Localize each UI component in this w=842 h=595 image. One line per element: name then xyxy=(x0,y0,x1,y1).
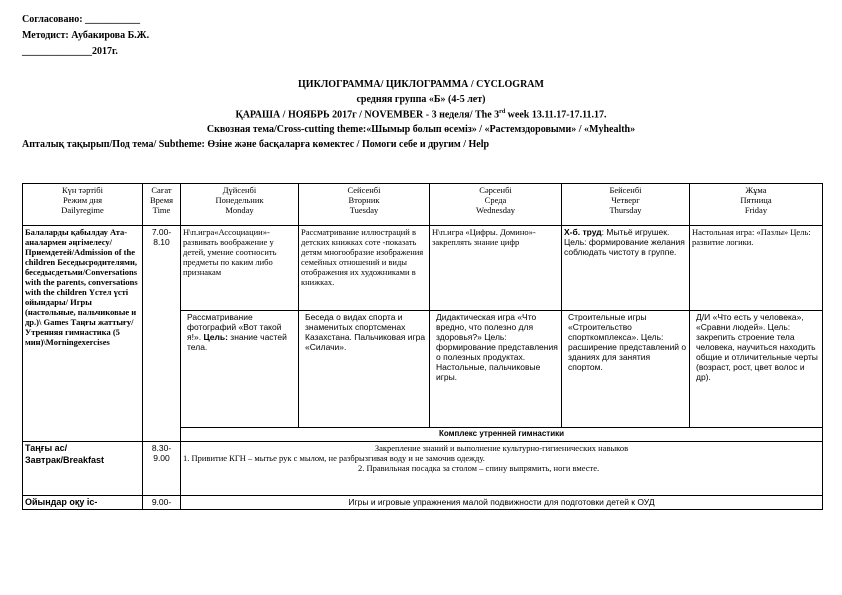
routine-games: Ойындар оқу іс- xyxy=(23,496,143,510)
monday-goal: знание частей тела. xyxy=(187,332,287,353)
morning-gymnastics: Комплекс утренней гимнастики xyxy=(181,428,823,442)
table-row xyxy=(23,226,823,311)
breakfast-line-1: Закрепление знаний и выполнение культурно-гигиенических навыков xyxy=(374,443,629,453)
approval-date: ______________2017г. xyxy=(22,46,118,57)
time-games: 9.00- xyxy=(143,496,181,510)
approval-agreed: Согласовано: ___________ xyxy=(22,14,141,25)
week-sup: rd xyxy=(499,109,506,115)
monday-activity-2 xyxy=(181,311,299,428)
wednesday-activity-1: Н\п.игра «Цифры. Домино»- закреплять знание цифр xyxy=(430,226,562,311)
group-label: средняя группа «Б» (4-5 лет) xyxy=(356,94,486,105)
week-line xyxy=(0,109,842,120)
approval-methodist: Методист: Аубакирова Б.Ж. xyxy=(22,30,150,41)
table-row xyxy=(23,496,823,510)
week-suffix: week 13.11.17-17.11.17. xyxy=(505,109,607,121)
breakfast-content xyxy=(181,442,823,496)
friday-activity-2: Д/И «Что есть у человека», «Сравни людей». Цель: закрепить строение тела человека, научиться находить общие и отличительные черты (возраст, рост, цвет волос и др). xyxy=(690,311,823,428)
header-thursday: Бейсенбі Четверг Thursday xyxy=(562,184,690,226)
header-tuesday: Сейсенбі Вторник Tuesday xyxy=(299,184,430,226)
cyclogram-table xyxy=(22,183,823,510)
monday-goal-label: Цель: xyxy=(203,332,228,343)
header-row xyxy=(23,184,823,226)
wednesday-activity-2: Дидактическая игра «Что вредно, что полезно для здоровья?» Цель: формирование представления о полезных продуктах. Настольные, пальчиковые игры. xyxy=(430,311,562,428)
routine-breakfast: Таңғы ас/ Завтрак/Breakfast xyxy=(23,442,143,496)
breakfast-line-2: 1. Привитие КГН – мытье рук с мылом, не разбрызгивая воду и не замочив одежду. xyxy=(183,453,485,464)
page-title: ЦИКЛОГРАММА/ ЦИКЛОГРАММА / CYCLOGRAM xyxy=(298,79,544,90)
cross-cutting-theme: Сквозная тема/Cross-cutting theme:«Шымыр болып өсеміз» / «Растемздоровыми» / «Myhealth» xyxy=(206,124,636,135)
monday-text: Рассматривание фотографий «Вот такой я!». xyxy=(187,312,282,343)
header-friday: Жұма Пятница Friday xyxy=(690,184,823,226)
breakfast-line-3: 2. Правильная посадка за столом – спину выпрямить, ноги вместе. xyxy=(358,463,600,474)
header-time: Сағат Время Time xyxy=(143,184,181,226)
thursday-bold: Х-б. труд xyxy=(564,227,602,237)
thursday-activity-1 xyxy=(562,226,690,311)
friday-activity-1: Настольная игра: «Пазлы» Цель: развитие логики. xyxy=(690,226,823,311)
time-breakfast: 8.30-9.00 xyxy=(143,442,181,496)
monday-activity-1: Н\п.игра«Ассоциации»- развивать воображение у детей, умение соотносить предметы по каким либо признакам xyxy=(181,226,299,311)
thursday-activity-2: Строительные игры «Строительство спорткомплекса». Цель: расширение представлений о зданиях для занятия спортом. xyxy=(562,311,690,428)
routine-admission: Балаларды қабылдау Ата-аналармен әңгімелесу/ Приемдетей/Admission of the children Беседысродителями, беседысдетьми/Conversations with the parents, conversations with the children Үстел үсті ойындары/ Игры (настольные, пальчиковые и др.)\ Games Таңғы жаттығу/ Утренняя гимнастика (5 мин)\Morningexercises xyxy=(23,226,143,442)
thursday-rest: : Мытьё игрушек. Цель: формирование желания соблюдать чистоту в группе. xyxy=(564,227,685,258)
week-prefix: ҚАРАША / НОЯБРЬ 2017г / NOVEMBER - 3 неделя/ The 3 xyxy=(235,109,500,121)
header-monday: Дүйсенбі Понедельник Monday xyxy=(181,184,299,226)
time-admission: 7.00-8.10 xyxy=(143,226,181,442)
header-wednesday: Сәрсенбі Среда Wednesday xyxy=(430,184,562,226)
subtheme: Апталық тақырып/Под тема/ Subtheme: Өзіне және басқаларға көмектес / Помоги себе и другим / Help xyxy=(22,139,490,150)
games-content: Игры и игровые упражнения малой подвижности для подготовки детей к ОУД xyxy=(181,496,823,510)
header-routine: Күн тәртібі Режим дня Dailyregime xyxy=(23,184,143,226)
tuesday-activity-1: Рассматривание иллюстраций в детских книжках соте -показать детям многообразие изображения семейных отношений и виды отображения их художниками в книжках. xyxy=(299,226,430,311)
tuesday-activity-2: Беседа о видах спорта и знаменитых спортсменах Казахстана. Пальчиковая игра «Силачи». xyxy=(299,311,430,428)
table-row xyxy=(23,442,823,496)
